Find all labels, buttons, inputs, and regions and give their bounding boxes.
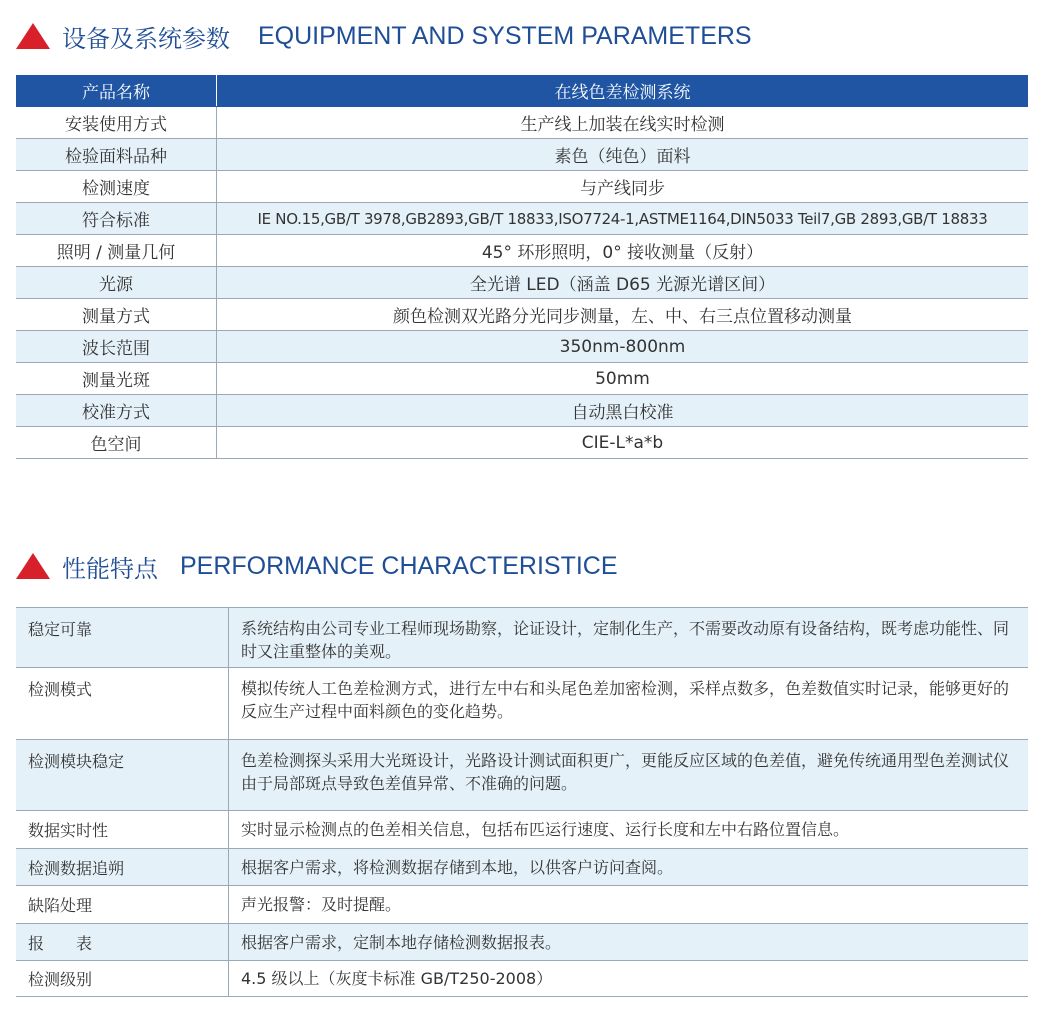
- table-header-row: [16, 75, 1028, 107]
- equipment-title-en: EQUIPMENT AND SYSTEM PARAMETERS: [258, 21, 752, 50]
- row-value: 声光报警：及时提醒。: [229, 886, 1029, 924]
- row-value: 色差检测探头采用大光斑设计，光路设计测试面积更广，更能反应区域的色差值，避免传统通用型色差测试仪由于局部斑点导致色差值异常、不准确的问题。: [229, 740, 1029, 811]
- table-row: [16, 139, 1028, 171]
- row-label: 报 表: [16, 924, 229, 961]
- equipment-section-heading: [16, 16, 752, 56]
- table-row: [16, 668, 1028, 740]
- row-value: 自动黑白校准: [217, 395, 1029, 427]
- row-label: 波长范围: [16, 331, 217, 363]
- row-value: 50mm: [217, 363, 1029, 395]
- row-value: 全光谱 LED（涵盖 D65 光源光谱区间）: [217, 267, 1029, 299]
- red-triangle-icon: [16, 23, 50, 49]
- table-row: [16, 886, 1028, 924]
- table-row: [16, 203, 1028, 235]
- row-label: 数据实时性: [16, 811, 229, 849]
- row-label: 检测速度: [16, 171, 217, 203]
- row-value: 45° 环形照明，0° 接收测量（反射）: [217, 235, 1029, 267]
- table-row: [16, 363, 1028, 395]
- row-label: 色空间: [16, 427, 217, 459]
- table-row: [16, 849, 1028, 886]
- row-value: 实时显示检测点的色差相关信息，包括布匹运行速度、运行长度和左中右路位置信息。: [229, 811, 1029, 849]
- row-value: 4.5 级以上（灰度卡标准 GB/T250-2008）: [229, 961, 1029, 997]
- table-row: [16, 427, 1028, 459]
- table-row: [16, 331, 1028, 363]
- row-value: 与产线同步: [217, 171, 1029, 203]
- row-label: 符合标准: [16, 203, 217, 235]
- table-row: [16, 107, 1028, 139]
- red-triangle-icon: [16, 553, 50, 579]
- row-value: 350nm-800nm: [217, 331, 1029, 363]
- row-value: CIE-L*a*b: [217, 427, 1029, 459]
- performance-title-en: PERFORMANCE CHARACTERISTICE: [180, 551, 618, 580]
- row-label: 检测级别: [16, 961, 229, 997]
- row-label: 检验面料品种: [16, 139, 217, 171]
- row-label: 稳定可靠: [16, 608, 229, 668]
- equipment-title-cn: 设备及系统参数: [62, 24, 230, 53]
- row-label: 光源: [16, 267, 217, 299]
- table-row: [16, 299, 1028, 331]
- performance-table: [16, 607, 1028, 997]
- table-row: [16, 811, 1028, 849]
- row-label: 照明 / 测量几何: [16, 235, 217, 267]
- table-row: [16, 608, 1028, 668]
- row-label: 检测模式: [16, 668, 229, 740]
- table-row: [16, 961, 1028, 997]
- row-value: 素色（纯色）面料: [217, 139, 1029, 171]
- table-row: [16, 924, 1028, 961]
- row-label: 测量方式: [16, 299, 217, 331]
- performance-section-heading: [16, 546, 618, 586]
- row-label: 校准方式: [16, 395, 217, 427]
- row-value: IE NO.15,GB/T 3978,GB2893,GB/T 18833,ISO7724-1,ASTME1164,DIN5033 Teil7,GB 2893,GB/T 18833: [217, 203, 1029, 235]
- row-value: 生产线上加装在线实时检测: [217, 107, 1029, 139]
- table-row: [16, 235, 1028, 267]
- row-label: 检测模块稳定: [16, 740, 229, 811]
- table-row: [16, 171, 1028, 203]
- table-row: [16, 740, 1028, 811]
- row-value: 根据客户需求，定制本地存储检测数据报表。: [229, 924, 1029, 961]
- row-label: 安装使用方式: [16, 107, 217, 139]
- row-label: 缺陷处理: [16, 886, 229, 924]
- row-label: 检测数据追朔: [16, 849, 229, 886]
- equipment-table: [16, 75, 1028, 459]
- table-row: [16, 267, 1028, 299]
- row-value: 颜色检测双光路分光同步测量，左、中、右三点位置移动测量: [217, 299, 1029, 331]
- row-label: 测量光斑: [16, 363, 217, 395]
- performance-title-cn: 性能特点: [62, 554, 158, 583]
- header-label: 产品名称: [16, 75, 217, 107]
- row-value: 系统结构由公司专业工程师现场勘察，论证设计，定制化生产，不需要改动原有设备结构，既考虑功能性、同时又注重整体的美观。: [229, 608, 1029, 668]
- row-value: 根据客户需求，将检测数据存储到本地，以供客户访问查阅。: [229, 849, 1029, 886]
- row-value: 模拟传统人工色差检测方式，进行左中右和头尾色差加密检测，采样点数多，色差数值实时记录，能够更好的反应生产过程中面料颜色的变化趋势。: [229, 668, 1029, 740]
- header-value: 在线色差检测系统: [217, 75, 1029, 107]
- table-row: [16, 395, 1028, 427]
